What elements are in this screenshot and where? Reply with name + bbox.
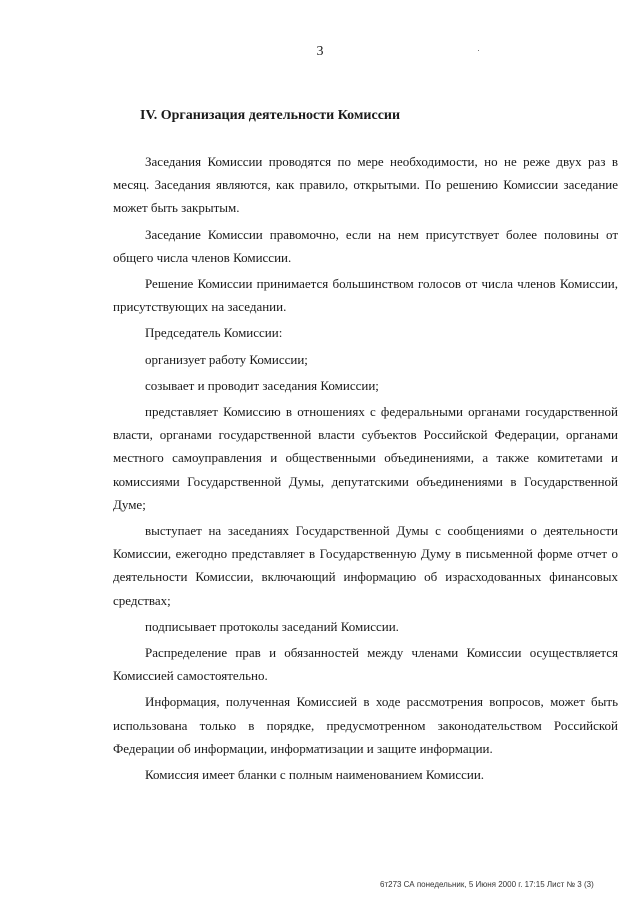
paragraph-information: Информация, полученная Комиссией в ходе рассмотрения вопросов, может быть использована только в порядке, предусмотренном законодательством Российской Федерации об информации, информатизации и защите информации. (113, 694, 618, 756)
paragraph-quorum: Заседание Комиссии правомочно, если на нем присутствует более половины от общего числа членов Комиссии. (113, 226, 618, 265)
paragraph-distribution: Распределение прав и обязанностей между членами Комиссии осуществляется Комиссией самостоятельно. (113, 645, 618, 684)
paragraph-letterhead: Комиссия имеет бланки с полным наименованием Комиссии. (145, 767, 485, 783)
paragraph-decision: Решение Комиссии принимается большинством голосов от числа членов Комиссии, присутствующих на заседании. (113, 276, 618, 315)
body-text (113, 150, 618, 789)
footer-stamp: 6т273 СА понедельник, 5 Июня 2000 г. 17:15 Лист № 3 (3) (380, 880, 594, 889)
page-number: 3 (316, 44, 324, 59)
paragraph-convenes-meetings: созывает и проводит заседания Комиссии; (145, 377, 379, 393)
section-title: IV. Организация деятельности Комиссии (140, 108, 401, 123)
paragraph-represents: представляет Комиссию в отношениях с федеральными органами государственной власти, органами государственной власти субъектов Российской Федерации, органами местного самоуправления и общественными объединениями, а также комитетами и комиссиями Государственной Думы, депутатскими объединениями в Государственной Думе; (113, 404, 618, 512)
paragraph-signs-protocols: подписывает протоколы заседаний Комиссии. (145, 618, 399, 634)
paragraph-organizes-work: организует работу Комиссии; (145, 351, 308, 367)
paragraph-meeting-frequency: Заседания Комиссии проводятся по мере необходимости, но не реже двух раз в месяц. Заседания являются, как правило, открытыми. По решению Комиссии заседание может быть закрытым. (113, 154, 618, 216)
paragraph-reports: выступает на заседаниях Государственной Думы с сообщениями о деятельности Комиссии, ежегодно представляет в Государственную Думу в письменной форме отчет о деятельности Комиссии, включающий информацию об израсходованных финансовых средствах; (113, 523, 618, 608)
paragraph-chairman: Председатель Комиссии: (145, 325, 283, 341)
scan-speck (478, 50, 479, 51)
